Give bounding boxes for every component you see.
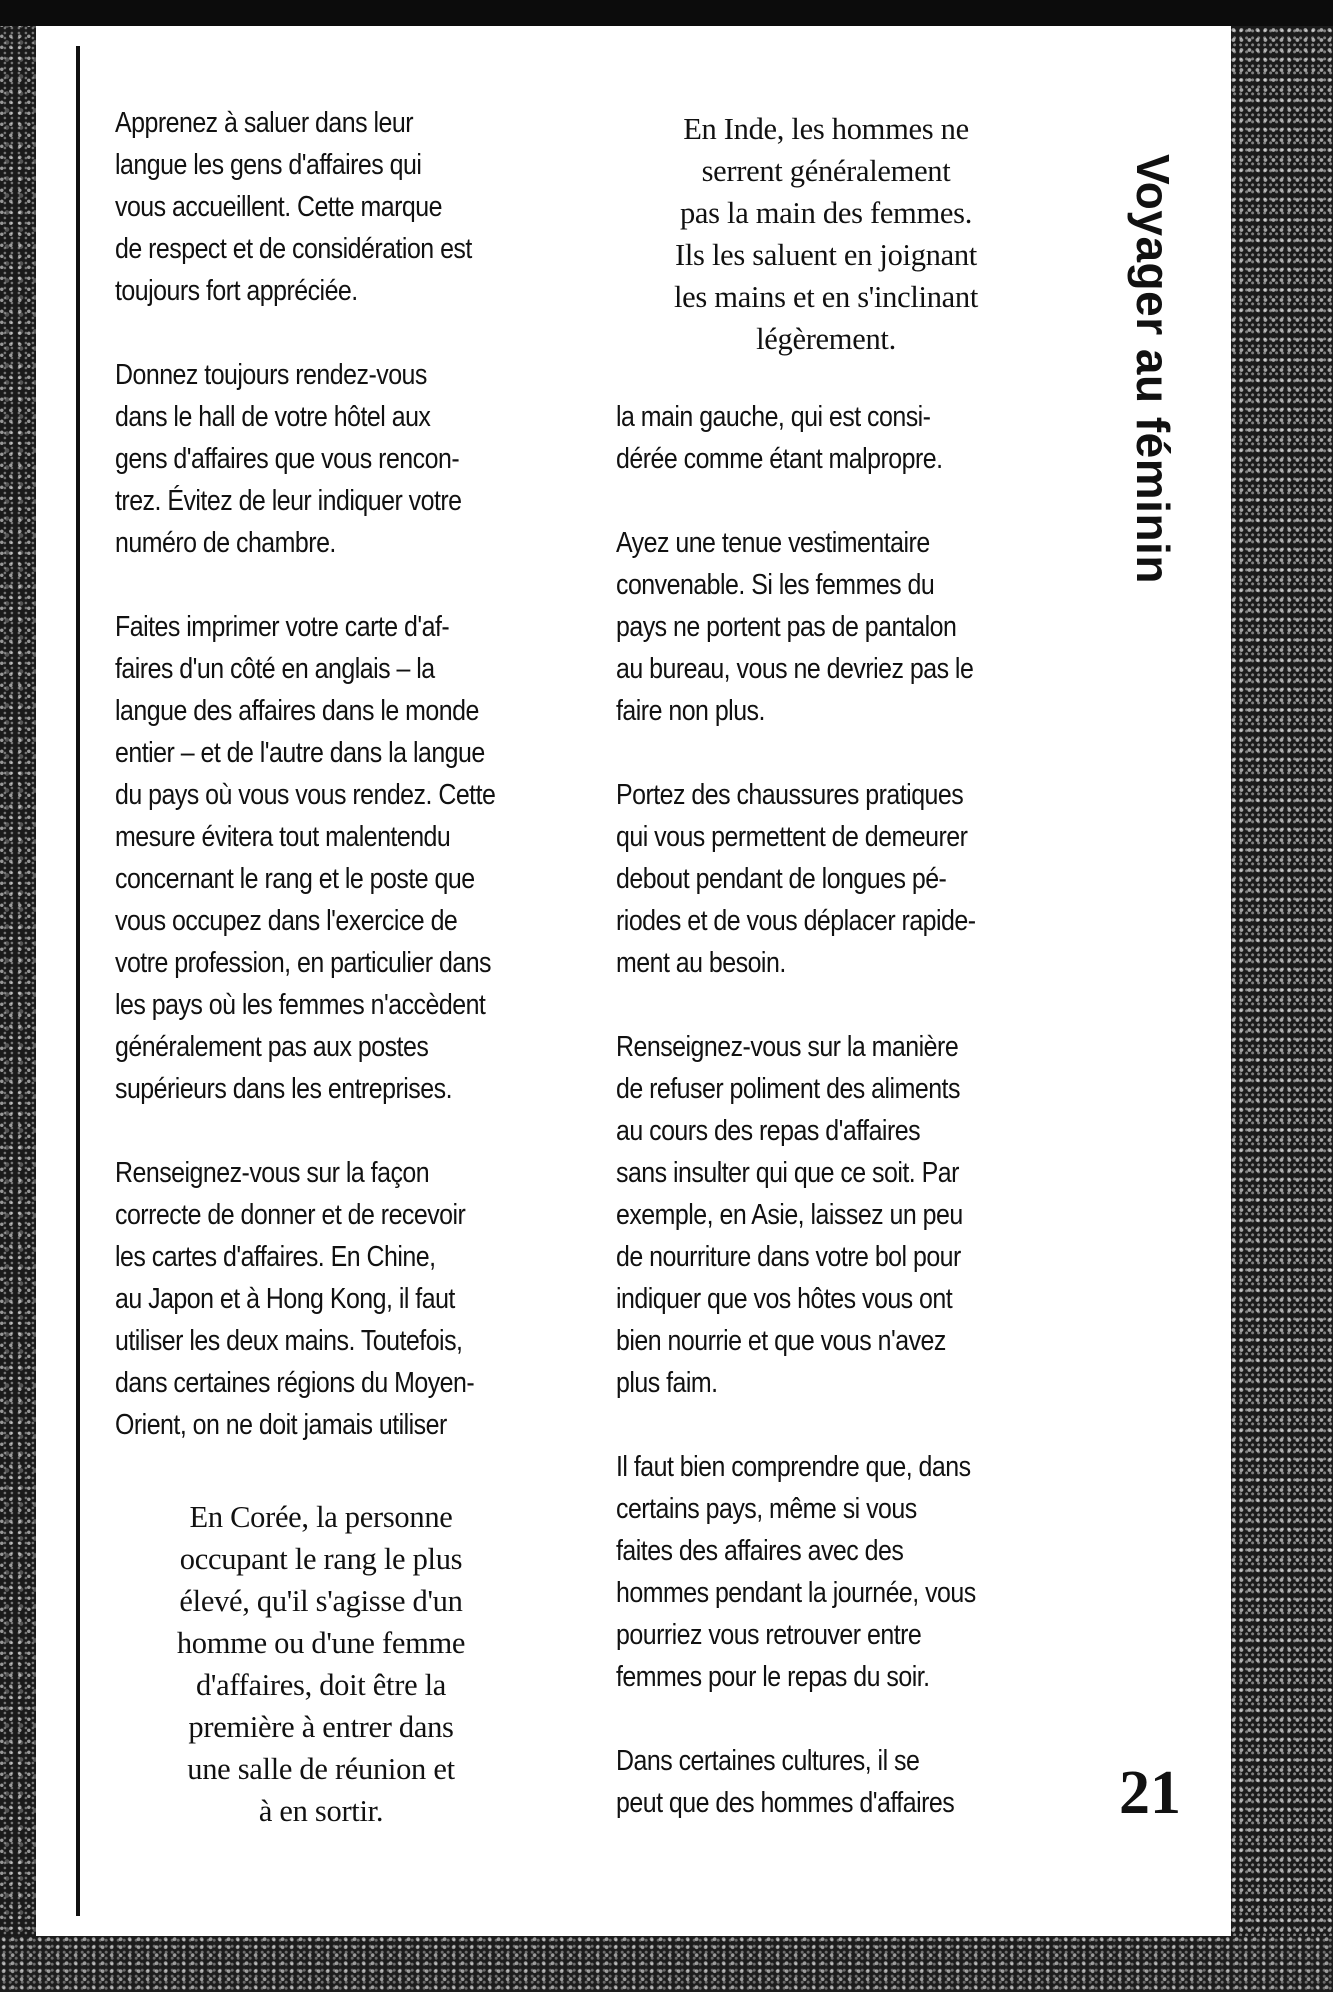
paragraph: Ayez une tenue vestimentaire convenable. Si les femmes du pays ne portent pas de pantalon au bureau, vous ne devriez pas le faire non plus. [616, 527, 974, 727]
book-page [36, 26, 1231, 1936]
page-number: 21 [1119, 1759, 1181, 1827]
bottom-scan-edge [0, 1936, 1333, 1992]
right-text-column [616, 396, 1072, 1824]
paragraph: Il faut bien comprendre que, dans certains pays, même si vous faites des affaires avec des hommes pendant la journée, vous pourriez vous retrouver entre femmes pour le repas du soir. [616, 1451, 976, 1693]
left-text-column [115, 102, 571, 1446]
top-scan-edge [0, 0, 1333, 26]
paragraph: Dans certaines cultures, il se peut que des hommes d'affaires [616, 1745, 955, 1819]
paragraph: la main gauche, qui est consi- dérée comme étant malpropre. [616, 401, 943, 475]
paragraph: Renseignez-vous sur la façon correcte de donner et de recevoir les cartes d'affaires. En Chine, au Japon et à Hong Kong, il faut utiliser les deux mains. Toutefois, dans certaines régions du Moyen- Orient, on ne doit jamais utiliser [115, 1157, 475, 1441]
pull-quote-india: En Inde, les hommes ne serrent généralement pas la main des femmes. Ils les saluent en joignant les mains et en s'inclinant légèrement. [673, 112, 979, 356]
right-scan-edge [1231, 26, 1333, 1992]
paragraph: Faites imprimer votre carte d'af- faires d'un côté en anglais – la langue des affaires dans le monde entier – et de l'autre dans la langue du pays où vous vous rendez. Cette mesure évitera tout malentendu concernant le rang et le poste que vous occupez dans l'exercice de votre profession, en particulier dans les pays où les femmes n'accèdent généralement pas aux postes supérieurs dans les entreprises. [115, 611, 496, 1105]
running-title: Voyager au féminin [1127, 154, 1179, 584]
paragraph: Donnez toujours rendez-vous dans le hall de votre hôtel aux gens d'affaires que vous rencon- trez. Évitez de leur indiquer votre numéro de chambre. [115, 359, 462, 559]
paragraph: Renseignez-vous sur la manière de refuser poliment des aliments au cours des repas d'affaires sans insulter qui que ce soit. Par exemple, en Asie, laissez un peu de nourriture dans votre bol pour indiquer que vos hôtes vous ont bien nourrie et que vous n'avez plus faim. [616, 1031, 963, 1399]
pull-quote-korea: En Corée, la personne occupant le rang le plus élevé, qu'il s'agisse d'un homme ou d'une femme d'affaires, doit être la première à entrer dans une salle de réunion et à en sortir. [176, 1500, 466, 1828]
paragraph: Apprenez à saluer dans leur langue les gens d'affaires qui vous accueillent. Cette marque de respect et de considération est toujours fort appréciée. [115, 107, 472, 307]
paragraph: Portez des chaussures pratiques qui vous permettent de demeurer debout pendant de longues pé- riodes et de vous déplacer rapide- ment au besoin. [616, 779, 976, 979]
page-left-rule [76, 46, 80, 1916]
